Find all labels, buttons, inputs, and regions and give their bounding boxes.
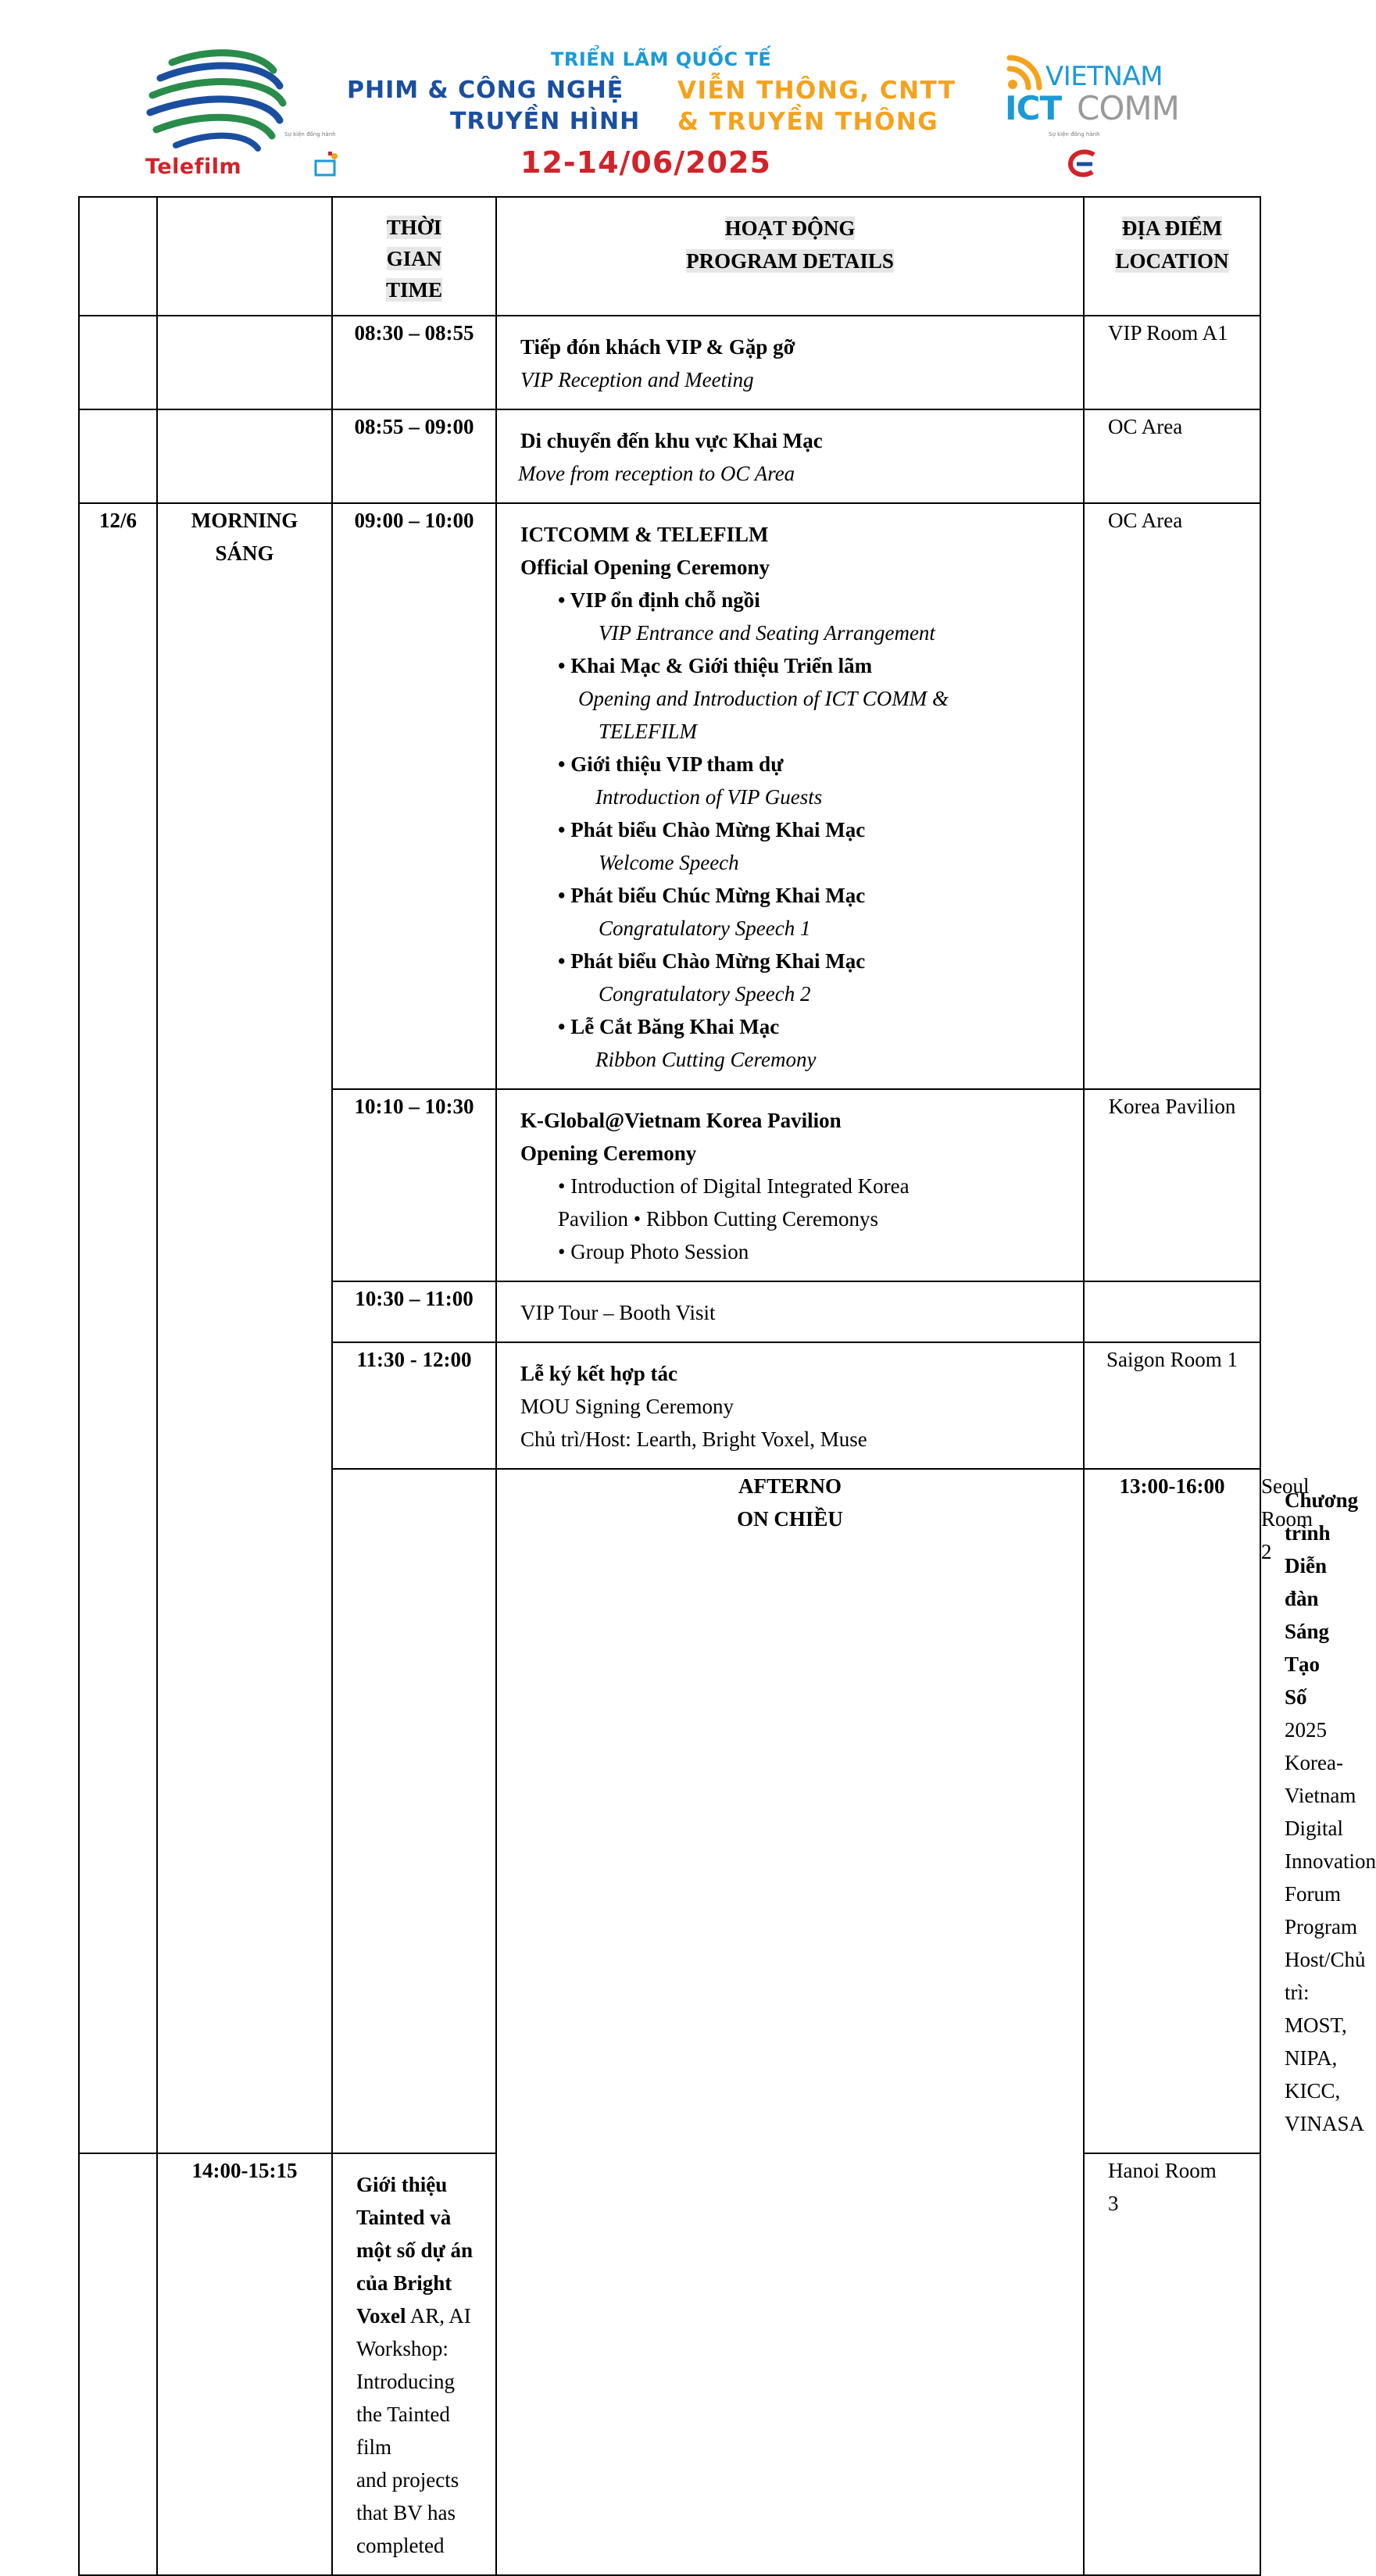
partner-note-right: Sự kiện đồng hành <box>1049 131 1100 138</box>
table-row: AFTERNO ON CHIỀU 13:00-16:00 Chương trình Diễn đàn Sáng Tạo Số 2025 Korea-Vietnam Digital Innovation Forum Program Host/Chủ trì: MOST, NIPA, KICC, VINASA Seoul Room 2 <box>79 1469 1260 2153</box>
header-time: THỜI GIAN TIME <box>332 197 496 316</box>
ict-logo-comm: COMM <box>1077 89 1179 127</box>
header-program-details: HOẠT ĐỘNG PROGRAM DETAILS <box>496 197 1084 316</box>
row-time: 10:30 – 11:00 <box>332 1281 496 1342</box>
row-time: 10:10 – 10:30 <box>332 1089 496 1281</box>
row-location: OC Area <box>1084 409 1260 503</box>
row-time: 08:55 – 09:00 <box>332 409 496 503</box>
list-item: • Phát biểu Chào Mừng Khai Mạc <box>558 949 866 973</box>
banner-top-line: TRIỂN LÃM QUỐC TẾ <box>551 48 772 70</box>
telefilm-logo <box>141 47 297 180</box>
row-location: VIP Room A1 <box>1084 316 1260 409</box>
row-location: Hanoi Room 3 <box>1084 2153 1260 2575</box>
row-program: VIP Tour – Booth Visit <box>496 1281 1084 1342</box>
list-item: • Giới thiệu VIP tham dự <box>558 752 784 776</box>
telefilm-wordmark: Telefilm <box>145 155 242 179</box>
table-header-row <box>79 197 1260 316</box>
row-time: 08:30 – 08:55 <box>332 316 496 409</box>
header-location: ĐỊA ĐIỂM LOCATION <box>1084 197 1260 316</box>
table-row <box>79 409 1260 503</box>
banner-right-line1: VIỄN THÔNG, CNTT <box>677 77 956 105</box>
row-program: Giới thiệu Tainted và một số dự án của Bright Voxel AR, AI Workshop: Introducing the Tainted film and projects that BV has completed <box>332 2153 496 2575</box>
row-program: K-Global@Vietnam Korea Pavilion Opening Ceremony • Introduction of Digital Integrated Korea Pavilion • Ribbon Cutting Ceremonys • Group Photo Session <box>496 1089 1084 1281</box>
event-banner <box>0 0 1328 195</box>
wifi-signal-icon <box>1005 50 1047 92</box>
list-item: • Phát biểu Chào Mừng Khai Mạc <box>558 818 866 841</box>
ict-logo-ict: ICT <box>1005 89 1062 127</box>
list-item: • Khai Mạc & Giới thiệu Triển lãm <box>558 654 873 677</box>
list-item: • Introduction of Digital Integrated Korea <box>558 1174 910 1198</box>
row-program: ICTCOMM & TELEFILM Official Opening Ceremony • VIP ổn định chỗ ngồi VIP Entrance and Seating Arrangement • Khai Mạc & Giới thiệu Triển lãm Opening and Introduction of ICT COMM & TELEFILM • Giới thiệu VIP tham dự Introduction of VIP Guests • Phát biểu Chào Mừng Khai Mạc Welcome Speech • Phát biểu Chúc Mừng Khai Mạc Congratulatory Speech 1 • Phát biểu Chào Mừng Khai Mạc Congratulatory Speech 2 • Lễ Cắt Băng Khai Mạc Ribbon Cutting Ceremony <box>496 503 1084 1089</box>
row-location: OC Area <box>1084 503 1260 1089</box>
row-time: 13:00-16:00 <box>1084 1469 1260 2153</box>
list-item: • VIP ổn định chỗ ngồi <box>558 588 760 612</box>
partner-note-left: Sự kiện đồng hành <box>284 131 336 138</box>
row-time: 09:00 – 10:00 <box>332 503 496 1089</box>
row-program: Di chuyển đến khu vực Khai Mạc Move from reception to OC Area <box>496 409 1084 503</box>
list-item: • Phát biểu Chúc Mừng Khai Mạc <box>558 884 866 907</box>
afternoon-cell: AFTERNO ON CHIỀU <box>496 1469 1084 2575</box>
banner-dates: 12-14/06/2025 <box>520 145 771 180</box>
list-item: • Lễ Cắt Băng Khai Mạc <box>558 1015 780 1038</box>
row-location: Korea Pavilion <box>1084 1089 1260 1281</box>
header-period-cell <box>157 197 332 316</box>
ict-logo-vietnam: VIETNAM <box>1045 61 1163 92</box>
row-location <box>1084 1281 1260 1342</box>
schedule-table <box>78 196 1376 2576</box>
banner-title <box>336 48 1008 189</box>
header-day-cell <box>79 197 157 316</box>
row-time: 14:00-15:15 <box>157 2153 332 2575</box>
banner-left-line1: PHIM & CÔNG NGHỆ <box>347 77 624 104</box>
row-time: 11:30 - 12:00 <box>332 1342 496 1469</box>
row-program: Lễ ký kết hợp tác MOU Signing Ceremony Chủ trì/Host: Learth, Bright Voxel, Muse <box>496 1342 1084 1469</box>
banner-left-line2: TRUYỀN HÌNH <box>450 108 641 135</box>
vietnam-ictcomm-logo <box>1005 48 1185 181</box>
list-item: • Group Photo Session <box>558 1240 749 1263</box>
table-row <box>79 316 1260 409</box>
morning-cell: MORNING SÁNG <box>157 503 332 2153</box>
banner-right-line2: & TRUYỀN THÔNG <box>677 108 939 136</box>
row-location: Saigon Room 1 <box>1084 1342 1260 1469</box>
row-program: Tiếp đón khách VIP & Gặp gỡ VIP Reception and Meeting <box>496 316 1084 409</box>
partner-emblem-icon <box>1066 148 1100 180</box>
day-cell: 12/6 <box>79 503 157 2153</box>
table-row <box>79 503 1260 1089</box>
telefilm-globe-icon <box>141 47 297 156</box>
